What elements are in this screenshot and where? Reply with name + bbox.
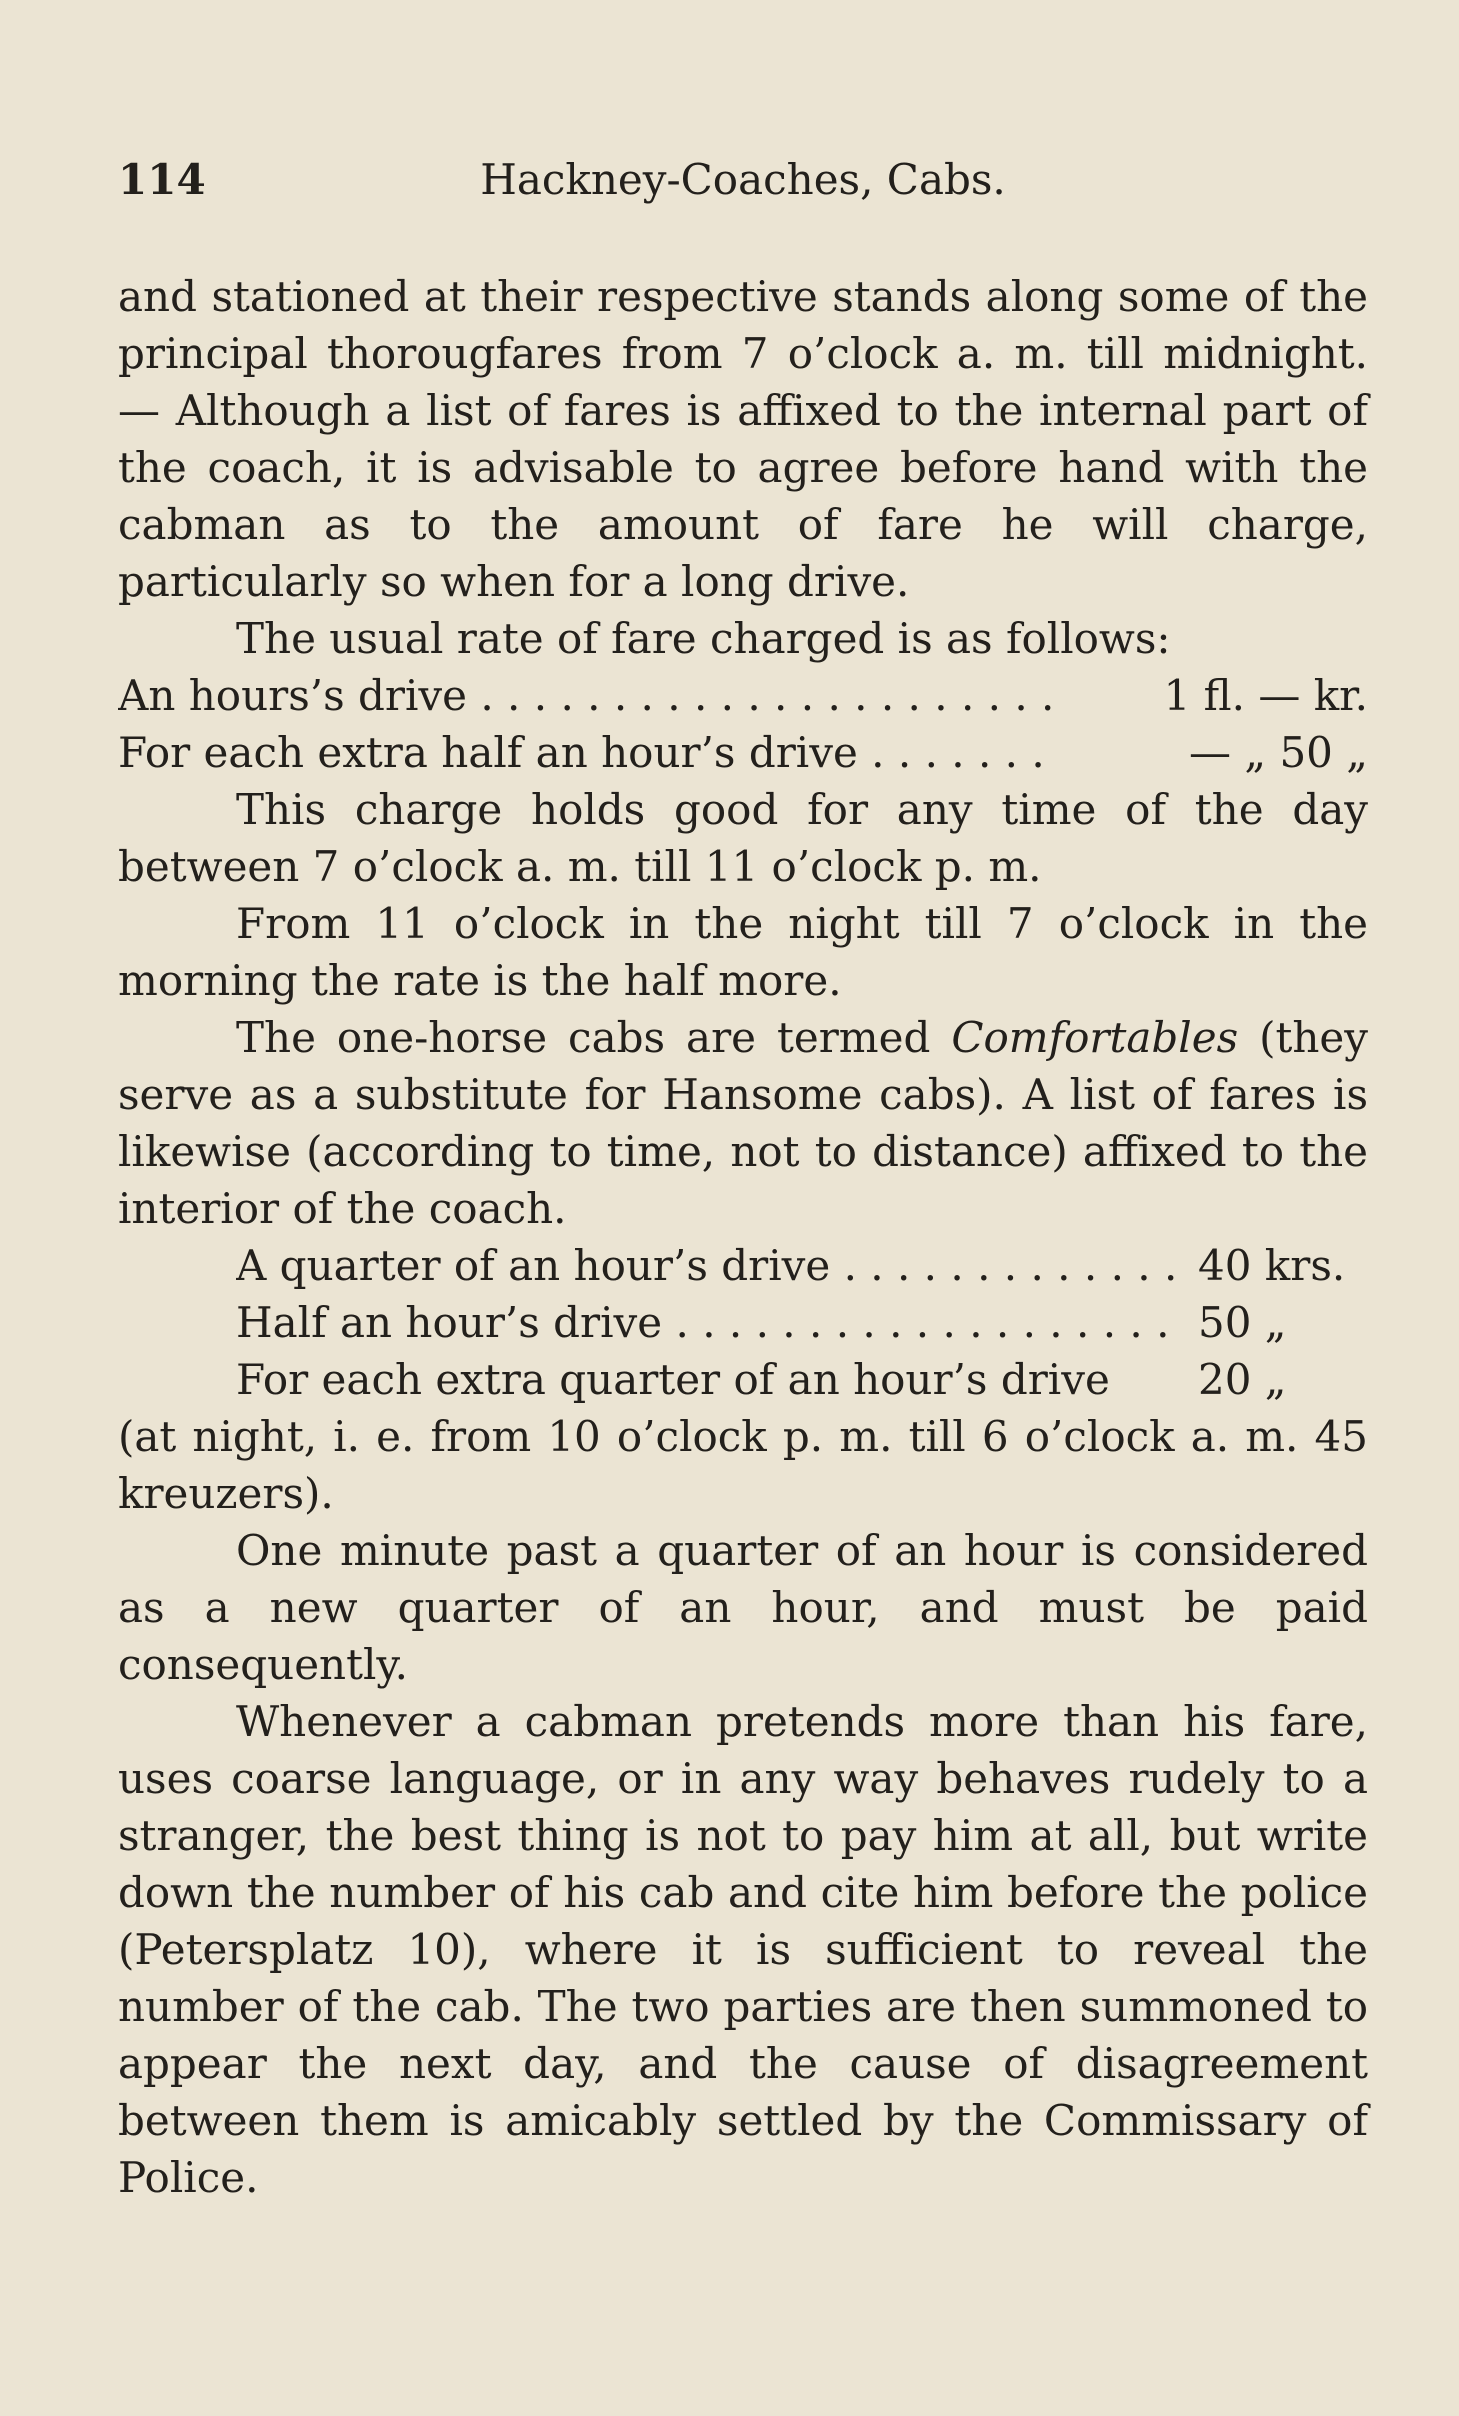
fare-row [118,724,1368,781]
paragraph-text: The one-horse cabs are termed [236,1013,952,1062]
italic-term: Comfortables [951,1013,1239,1062]
paragraph: This charge holds good for any time of the day between 7 o’clock a. m. till 11 o’clock p. m. [118,785,1368,891]
paragraph-text: (they serve as a substitute for Hansome cabs). A list of fares is likewise (according to time, not to distance) affixed to the interior of the coach. [118,1013,1369,1233]
page-body [118,268,1368,2206]
fare-price: 50 „ [1198,1298,1287,1347]
fare-price: 20 „ [1198,1355,1287,1404]
paragraph: (at night, i. e. from 10 o’clock p. m. till 6 o’clock a. m. 45 kreuzers). [118,1412,1368,1518]
fare-row [118,1351,1368,1408]
fare-price: 40 krs. [1198,1241,1346,1290]
fare-price: — „ 50 „ [1188,728,1368,777]
fare-row [118,1294,1368,1351]
running-title: Hackney-Coaches, Cabs. [480,155,1006,204]
paragraph: The usual rate of fare charged is as follows: [236,614,1171,663]
fare-row [118,1237,1368,1294]
fare-price: 1 fl. — kr. [1163,671,1368,720]
fare-label: An hours’s drive . . . [118,667,1054,724]
fare-label: For each extra quarter of an hour’s drive [236,1355,1110,1404]
fare-label: For each extra half an hour’s drive . . . [118,724,1054,781]
paragraph: Whenever a cabman pretends more than his fare, uses coarse language, or in any way behaves rudely to a stranger, the best thing is not to pay him at all, but write down the number of his cab and cite him before the police (Petersplatz 10), where it is sufficient to reveal the number of the cab. The two parties are then summoned to appear the next day, and the cause of disagreement between them is amicably settled by the Commissary of Police. [118,1697,1368,2202]
page-header [118,155,1368,215]
paragraph [118,1009,1368,1237]
paragraph: One minute past a quarter of an hour is considered as a new quarter of an hour, and must be paid consequently. [118,1526,1368,1689]
fare-row [118,667,1368,724]
page-number: 114 [118,155,206,204]
paragraph: From 11 o’clock in the night till 7 o’clock in the morning the rate is the half more. [118,899,1368,1005]
fare-label: A quarter of an hour’s drive . . . [236,1237,1184,1294]
paragraph: and stationed at their respective stands along some of the principal thorougfares from 7 o’clock a. m. till midnight. — Although a list of fares is affixed to the internal part of the coach, it is advisable to agree before hand with the cabman as to the amount of fare he will charge, particularly so when for a long drive. [118,272,1368,606]
fare-label: Half an hour’s drive . . . [236,1294,1184,1351]
